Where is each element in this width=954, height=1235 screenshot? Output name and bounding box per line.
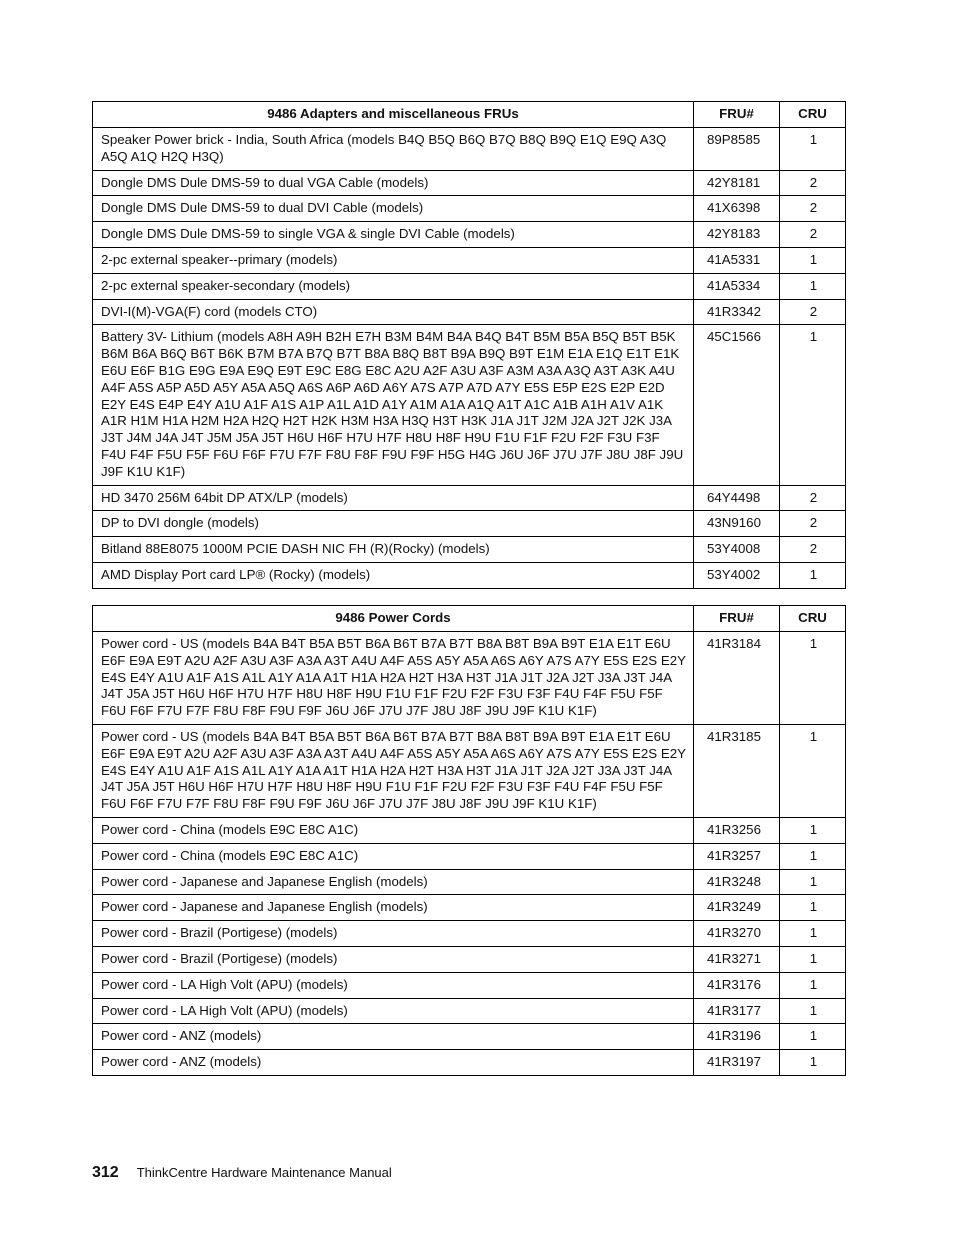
fru-description-cell: Power cord - Brazil (Portigese) (models) <box>93 921 694 947</box>
column-header-description: 9486 Adapters and miscellaneous FRUs <box>93 102 694 128</box>
table-row <box>93 998 846 1024</box>
fru-number-cell: 41R3197 <box>694 1050 780 1076</box>
table-row <box>93 1050 846 1076</box>
fru-number-cell: 41R3248 <box>694 869 780 895</box>
fru-description-cell: Power cord - LA High Volt (APU) (models) <box>93 972 694 998</box>
fru-description-cell: Dongle DMS Dule DMS-59 to single VGA & single DVI Cable (models) <box>93 222 694 248</box>
table-header-row <box>93 606 846 632</box>
fru-number-cell: 41R3184 <box>694 632 780 725</box>
fru-number-cell: 43N9160 <box>694 511 780 537</box>
table-row <box>93 843 846 869</box>
fru-description-cell: 2-pc external speaker--primary (models) <box>93 247 694 273</box>
fru-number-cell: 41R3196 <box>694 1024 780 1050</box>
table-row <box>93 724 846 817</box>
fru-number-cell: 41R3271 <box>694 946 780 972</box>
fru-description-cell: Power cord - US (models B4A B4T B5A B5T B6A B6T B7A B7T B8A B8T B9A B9T E1A E1T E6U E6F E9A E9T A2U A2F A3U A3F A3A A3T A4U A4F A5S A5Y A5A A6S A6Y A7S A7Y E5S E2S E2Y E4S E4Y A1U A1F A1S A1L A1Y A1A A1T H1A H2A H2T H3A H3T J1A J1T J2A J2T J3A J3T J4A J4T J5A J5T H6U H6F H7U H7F H8U H8F H9U F1U F1F F2U F2F F3U F3F F4U F4F F5U F5F F6U F6F F7U F7F F8U F8F F9U F9F J6U J6F J7U J7F J8U J8F J9U J9F K1U K1F) <box>93 724 694 817</box>
fru-description-cell: AMD Display Port card LP® (Rocky) (models) <box>93 562 694 588</box>
fru-description-cell: DVI-I(M)-VGA(F) cord (models CTO) <box>93 299 694 325</box>
table-row <box>93 196 846 222</box>
fru-number-cell: 41R3176 <box>694 972 780 998</box>
cru-value-cell: 2 <box>780 196 846 222</box>
table-row <box>93 299 846 325</box>
fru-number-cell: 41A5331 <box>694 247 780 273</box>
manual-title: ThinkCentre Hardware Maintenance Manual <box>136 1165 392 1180</box>
fru-number-cell: 41R3257 <box>694 843 780 869</box>
cru-value-cell: 1 <box>780 843 846 869</box>
column-header-description: 9486 Power Cords <box>93 606 694 632</box>
fru-description-cell: Power cord - ANZ (models) <box>93 1050 694 1076</box>
column-header-cru: CRU <box>780 606 846 632</box>
cru-value-cell: 1 <box>780 724 846 817</box>
cru-value-cell: 2 <box>780 511 846 537</box>
table-row <box>93 562 846 588</box>
column-header-fru: FRU# <box>694 606 780 632</box>
table-row <box>93 325 846 485</box>
table-row <box>93 632 846 725</box>
cru-value-cell: 2 <box>780 485 846 511</box>
table-row <box>93 817 846 843</box>
table-row <box>93 869 846 895</box>
fru-description-cell: Power cord - LA High Volt (APU) (models) <box>93 998 694 1024</box>
table-row <box>93 946 846 972</box>
fru-description-cell: Power cord - Japanese and Japanese English (models) <box>93 869 694 895</box>
fru-number-cell: 64Y4498 <box>694 485 780 511</box>
fru-description-cell: 2-pc external speaker-secondary (models) <box>93 273 694 299</box>
table-row <box>93 273 846 299</box>
table-row <box>93 247 846 273</box>
fru-description-cell: Power cord - China (models E9C E8C A1C) <box>93 843 694 869</box>
cru-value-cell: 1 <box>780 325 846 485</box>
page-number: 312 <box>92 1164 119 1181</box>
cru-value-cell: 1 <box>780 869 846 895</box>
fru-number-cell: 41R3249 <box>694 895 780 921</box>
adapters-fru-table <box>92 101 846 589</box>
column-header-fru: FRU# <box>694 102 780 128</box>
cru-value-cell: 1 <box>780 247 846 273</box>
fru-number-cell: 41X6398 <box>694 196 780 222</box>
table-row <box>93 222 846 248</box>
fru-description-cell: Power cord - Japanese and Japanese English (models) <box>93 895 694 921</box>
page-footer <box>92 1164 392 1182</box>
fru-number-cell: 41R3342 <box>694 299 780 325</box>
fru-description-cell: Speaker Power brick - India, South Africa (models B4Q B5Q B6Q B7Q B8Q B9Q E1Q E9Q A3Q A5Q A1Q H2Q H3Q) <box>93 128 694 171</box>
power-cords-fru-table <box>92 605 846 1076</box>
table-row <box>93 921 846 947</box>
fru-description-cell: Battery 3V- Lithium (models A8H A9H B2H E7H B3M B4M B4A B4Q B4T B5M B5A B5Q B5T B5K B6M B6A B6Q B6T B6K B7M B7A B7Q B7T B8A B8Q B8T B9A B9Q B9T E1M E1A E1Q E1T E1K E6U E6F B1G E9G E9A E9Q E9T E9C E8G E8C A2U A2F A3U A3F A3M A3A A3Q A3T A3K A4U A4F A5S A5P A5D A5Y A5A A5Q A6S A6P A6D A6Y A7S A7P A7D A7Y E5S E5P E2S E2P E2D E2Y E4S E4P E4Y A1U A1F A1S A1P A1L A1D A1Y A1M A1A A1Q A1T A1C A1B A1H A1V A1K A1R H1M H1A H2M H2A H2Q H2T H2K H3M H3A H3Q H3T H3K J1A J1T J2M J2A J2T J2K J3A J3T J4M J4A J4T J5M J5A J5T H6U H6F H7U H7F H8U H8F H9U F1U F1F F2U F2F F3U F3F F4U F4F F5U F5F F6U F6F F7U F7F F8U F8F F9U F9F H5G H4G J6U J6F J7U J7F J8U J8F J9U J9F K1U K1F) <box>93 325 694 485</box>
cru-value-cell: 1 <box>780 1024 846 1050</box>
cru-value-cell: 1 <box>780 562 846 588</box>
fru-number-cell: 89P8585 <box>694 128 780 171</box>
table-row <box>93 511 846 537</box>
cru-value-cell: 1 <box>780 273 846 299</box>
fru-number-cell: 42Y8183 <box>694 222 780 248</box>
fru-description-cell: HD 3470 256M 64bit DP ATX/LP (models) <box>93 485 694 511</box>
fru-description-cell: Bitland 88E8075 1000M PCIE DASH NIC FH (R)(Rocky) (models) <box>93 537 694 563</box>
cru-value-cell: 1 <box>780 998 846 1024</box>
cru-value-cell: 1 <box>780 632 846 725</box>
cru-value-cell: 1 <box>780 946 846 972</box>
fru-number-cell: 45C1566 <box>694 325 780 485</box>
table-row <box>93 128 846 171</box>
table-row <box>93 895 846 921</box>
fru-description-cell: Power cord - US (models B4A B4T B5A B5T B6A B6T B7A B7T B8A B8T B9A B9T E1A E1T E6U E6F E9A E9T A2U A2F A3U A3F A3A A3T A4U A4F A5S A5Y A5A A6S A6Y A7S A7Y E5S E2S E2Y E4S E4Y A1U A1F A1S A1L A1Y A1A A1T H1A H2A H2T H3A H3T J1A J1T J2A J2T J3A J3T J4A J4T J5A J5T H6U H6F H7U H7F H8U H8F H9U F1U F1F F2U F2F F3U F3F F4U F4F F5U F5F F6U F6F F7U F7F F8U F8F F9U F9F J6U J6F J7U J7F J8U J8F J9U J9F K1U K1F) <box>93 632 694 725</box>
cru-value-cell: 1 <box>780 921 846 947</box>
fru-number-cell: 53Y4002 <box>694 562 780 588</box>
table-row <box>93 1024 846 1050</box>
table-row <box>93 485 846 511</box>
fru-description-cell: Power cord - China (models E9C E8C A1C) <box>93 817 694 843</box>
fru-number-cell: 41R3256 <box>694 817 780 843</box>
column-header-cru: CRU <box>780 102 846 128</box>
table-row <box>93 170 846 196</box>
fru-number-cell: 42Y8181 <box>694 170 780 196</box>
cru-value-cell: 1 <box>780 895 846 921</box>
cru-value-cell: 2 <box>780 537 846 563</box>
cru-value-cell: 1 <box>780 817 846 843</box>
cru-value-cell: 1 <box>780 1050 846 1076</box>
fru-description-cell: Dongle DMS Dule DMS-59 to dual DVI Cable (models) <box>93 196 694 222</box>
fru-description-cell: Power cord - Brazil (Portigese) (models) <box>93 946 694 972</box>
cru-value-cell: 2 <box>780 170 846 196</box>
table-row <box>93 972 846 998</box>
fru-description-cell: DP to DVI dongle (models) <box>93 511 694 537</box>
table-row <box>93 537 846 563</box>
fru-description-cell: Dongle DMS Dule DMS-59 to dual VGA Cable (models) <box>93 170 694 196</box>
table-header-row <box>93 102 846 128</box>
cru-value-cell: 2 <box>780 299 846 325</box>
fru-description-cell: Power cord - ANZ (models) <box>93 1024 694 1050</box>
cru-value-cell: 1 <box>780 128 846 171</box>
cru-value-cell: 2 <box>780 222 846 248</box>
cru-value-cell: 1 <box>780 972 846 998</box>
fru-number-cell: 53Y4008 <box>694 537 780 563</box>
fru-number-cell: 41R3185 <box>694 724 780 817</box>
fru-number-cell: 41R3270 <box>694 921 780 947</box>
fru-number-cell: 41R3177 <box>694 998 780 1024</box>
fru-number-cell: 41A5334 <box>694 273 780 299</box>
